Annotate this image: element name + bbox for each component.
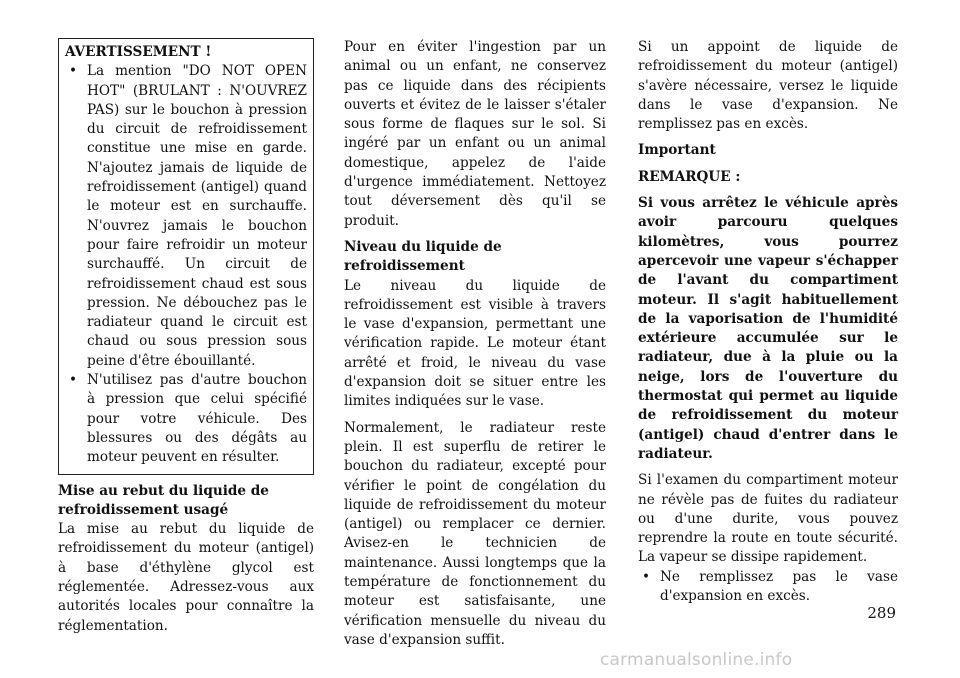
watermark-text: carmanualsonline.info <box>600 650 793 670</box>
body-paragraph: Le niveau du liquide de refroidissement est visible à travers le vase d'expansion, permettant une vérification rapide. Le moteur étant arrêté et froid, le niveau du vase d'expansion doit se situer entre les limites indiquées sur le vase. <box>344 277 606 410</box>
body-paragraph: Pour en éviter l'ingestion par un animal ou un enfant, ne conservez pas ce liquide dans des récipients ouverts et évitez de le laisser s'étaler sous forme de flaques sur le sol. Si ingéré par un enfant ou un animal domestique, appelez de l'aide d'urgence immédiatement. Nettoyez tout déversement dès qu'il se produit. <box>344 39 606 229</box>
bullet-list <box>638 568 898 607</box>
body-paragraph: Si l'examen du compartiment moteur ne révèle pas de fuites du radiateur ou d'une durite, vous pouvez reprendre la route en toute sécurité. La vapeur se dissipe rapidement. <box>638 472 898 566</box>
left-column <box>58 38 314 636</box>
warning-item: • N'utilisez pas d'autre bouchon à pression que celui spécifié pour votre véhicule. Des blessures ou des dégâts au moteur peuvent en résulter. <box>65 371 307 467</box>
right-column <box>638 38 898 606</box>
body-paragraph: Normalement, le radiateur reste plein. Il est superflu de retirer le bouchon du radiateur, excepté pour vérifier le point de congélation du liquide de refroidissement du moteur (antigel) ou remplacer ce dernier. Avisez-en le technicien de maintenance. Aussi longtemps que la température de fonctionnement du moteur est satisfaisante, une vérification mensuelle du niveau du vase d'expansion suffit. <box>344 419 606 648</box>
section-heading: Niveau du liquide de refroidissement <box>344 238 502 275</box>
body-paragraph: La mise au rebut du liquide de refroidissement du moteur (antigel) à base d'éthylène glycol est réglementée. Adressez-vous aux autorités locales pour connaître la réglementation. <box>58 521 314 634</box>
important-label: Important <box>638 142 716 159</box>
warning-box <box>58 38 314 475</box>
note-paragraph: Si vous arrêtez le véhicule après avoir parcouru quelques kilomètres, vous pourrez apercevoir une vapeur s'échapper de l'avant du compartiment moteur. Il s'agit habituellement de la vaporisation de l'humidité extérieure accumulée sur le radiateur, due à la pluie ou la neige, lors de l'ouverture du thermostat qui permet au liquide de refroidissement du moteur (antigel) chaud d'entrer dans le radiateur. <box>638 195 898 462</box>
body-paragraph: Si un appoint de liquide de refroidissement du moteur (antigel) s'avère nécessaire, versez le liquide dans le vase d'expansion. Ne remplissez pas en excès. <box>638 39 898 133</box>
note-label: REMARQUE : <box>638 168 741 185</box>
middle-column <box>344 38 606 650</box>
warning-list <box>65 62 307 467</box>
bullet-item: • Ne remplissez pas le vase d'expansion en excès. <box>638 568 898 607</box>
warning-title: AVERTISSEMENT ! <box>65 44 212 60</box>
page-number: 289 <box>867 604 896 622</box>
warning-item: • La mention "DO NOT OPEN HOT" (BRULANT : N'OUVREZ PAS) sur le bouchon à pression du circuit de refroidissement constitue une mise en garde. N'ajoutez jamais de liquide de refroidissement (antigel) quand le moteur est en surchauffe. N'ouvrez jamais le bouchon pour faire refroidir un moteur surchauffé. Un circuit de refroidissement chaud est sous pression. Ne débouchez pas le radiateur quand le circuit est chaud ou sous pression sous peine d'être ébouillanté. <box>65 62 307 371</box>
section-heading: Mise au rebut du liquide de refroidissement usagé <box>58 482 269 518</box>
